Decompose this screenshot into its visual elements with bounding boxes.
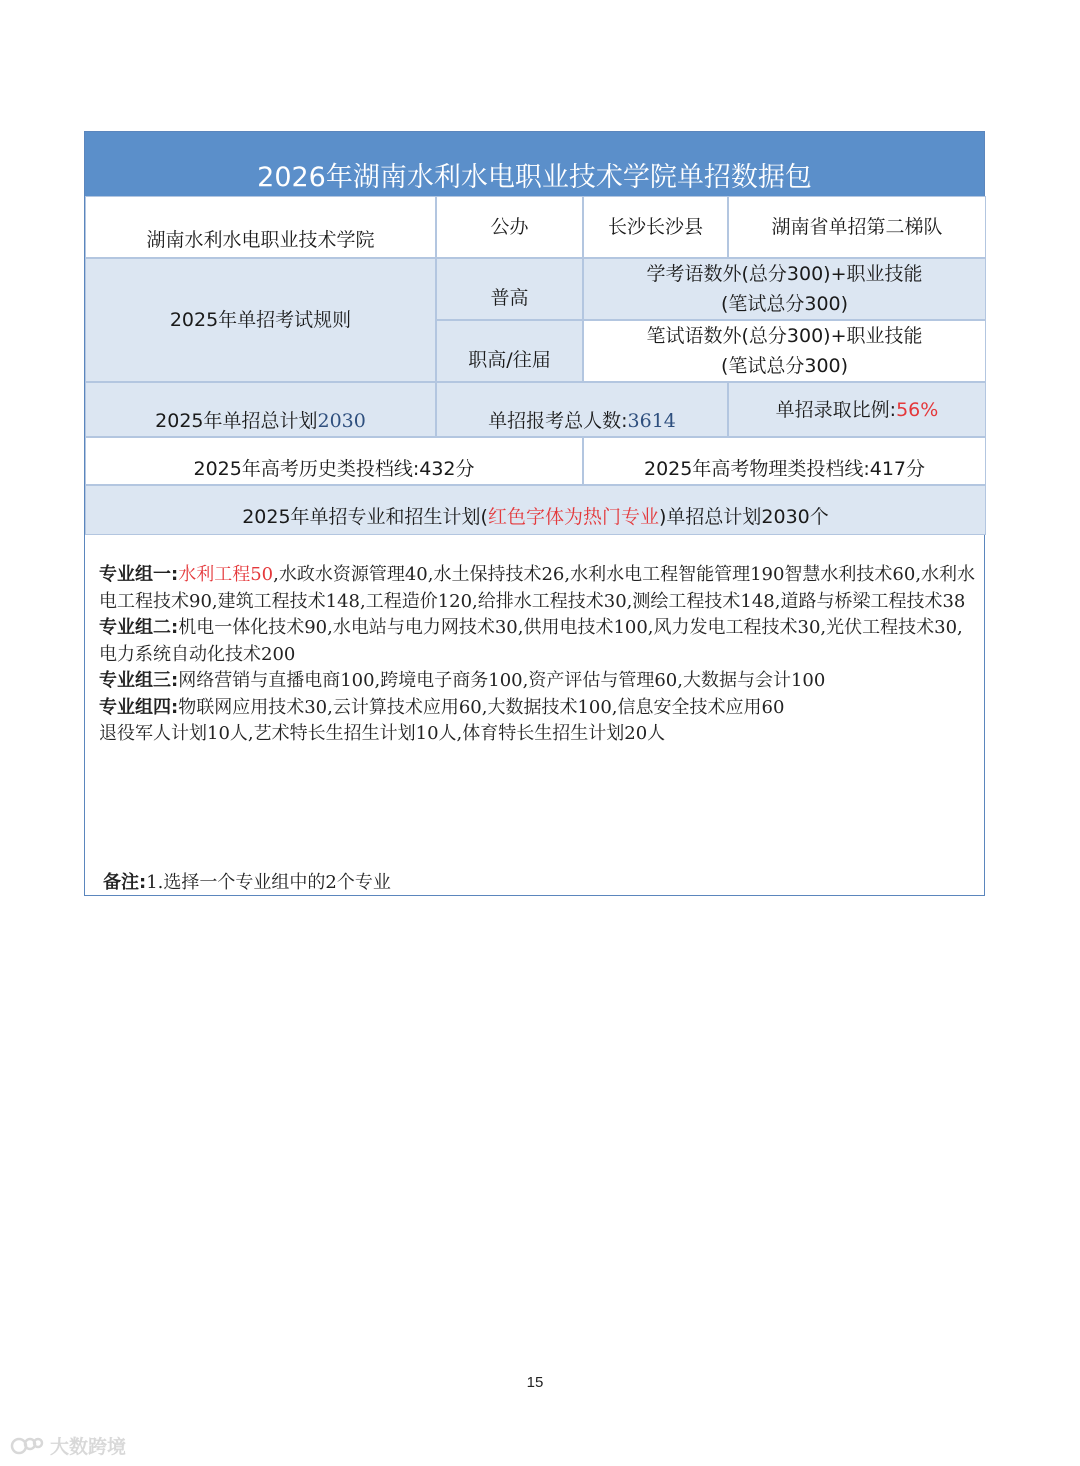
remark-label: 备注:	[103, 872, 147, 893]
group-one-majors: ,水政水资源管理40,水土保持技术26,水利水电工程智能管理190智慧水利技术60,水利水电工程技术90,建筑工程技术148,工程造价120,给排水工程技术30,测绘工程技术148,道路与桥梁工程技术38	[99, 564, 976, 612]
rules-label-cell	[85, 258, 436, 382]
vocational-rule-cell	[583, 320, 986, 382]
school-name: 湖南水利水电职业技术学院	[146, 229, 375, 251]
group-four-label: 专业组四:	[99, 696, 179, 718]
remark-text: 1.选择一个专业组中的2个专业	[146, 872, 391, 893]
tier: 湖南省单招第二梯队	[771, 216, 943, 238]
watermark-logo-icon	[10, 1434, 44, 1458]
general-rule-cell	[583, 258, 986, 320]
special-plans: 退役军人计划10人,艺术特长生招生计划10人,体育特长生招生计划20人	[99, 723, 666, 744]
plan-header-cell	[85, 485, 986, 535]
location: 长沙长沙县	[607, 216, 703, 238]
vocational-rule-line2: (笔试总分300)	[720, 355, 849, 377]
school-name-cell	[85, 196, 436, 258]
group-one-label: 专业组一:	[99, 564, 179, 585]
rules-label: 2025年单招考试规则	[169, 309, 352, 331]
school-type-cell	[436, 196, 583, 258]
group-two-majors: 机电一体化技术90,水电站与电力网技术30,供用电技术100,风力发电工程技术30,光伏工程技术30,电力系统自动化技术200	[99, 617, 963, 665]
vocational-label: 职高/往届	[468, 349, 551, 371]
vocational-label-cell	[436, 320, 583, 382]
applicants-cell	[436, 382, 728, 437]
data-sheet	[84, 131, 985, 896]
vocational-rule-line1: 笔试语数外(总分300)+职业技能	[646, 325, 923, 347]
group-two	[99, 615, 979, 668]
school-type: 公办	[490, 216, 529, 238]
group-four-majors: 物联网应用技术30,云计算技术应用60,大数据技术100,信息安全技术应用60	[178, 696, 785, 718]
tier-cell	[728, 196, 986, 258]
plan-total-label: 2025年单招总计划	[155, 410, 318, 432]
general-rule-line2: (笔试总分300)	[720, 293, 849, 315]
physics-score-cell	[583, 437, 986, 485]
plan-header-suffix: )单招总计划2030个	[659, 506, 829, 528]
general-rule-line1: 学考语数外(总分300)+职业技能	[646, 263, 923, 285]
general-label: 普高	[490, 287, 529, 309]
ratio-label: 单招录取比例:	[775, 398, 897, 421]
group-two-label: 专业组二:	[99, 617, 179, 638]
plan-header-prefix: 2025年单招专业和招生计划(	[242, 506, 488, 528]
group-three-majors: 网络营销与直播电商100,跨境电子商务100,资产评估与管理60,大数据与会计100	[178, 670, 826, 691]
plan-total-value: 2030	[317, 410, 366, 432]
plan-header-hot-note: 红色字体为热门专业	[487, 506, 659, 528]
applicants-value: 3614	[627, 410, 676, 432]
major-groups	[99, 562, 979, 748]
watermark	[10, 1432, 126, 1459]
group-three	[99, 668, 979, 695]
location-cell	[583, 196, 728, 258]
plan-total-cell	[85, 382, 436, 437]
watermark-text: 大数跨境	[50, 1436, 127, 1458]
page-number: 15	[526, 1374, 544, 1391]
remark	[103, 870, 391, 896]
group-one	[99, 562, 979, 615]
history-score: 2025年高考历史类投档线:432分	[193, 458, 475, 480]
group-one-hot-major: 水利工程50	[178, 564, 274, 585]
physics-score: 2025年高考物理类投档线:417分	[643, 458, 926, 480]
group-three-label: 专业组三:	[99, 670, 179, 691]
sheet-title: 2026年湖南水利水电职业技术学院单招数据包	[85, 132, 984, 196]
general-label-cell	[436, 258, 583, 320]
history-score-cell	[85, 437, 583, 485]
applicants-label: 单招报考总人数:	[488, 410, 628, 432]
ratio-cell	[728, 382, 986, 437]
ratio-value: 56%	[896, 398, 939, 421]
group-four	[99, 695, 979, 722]
